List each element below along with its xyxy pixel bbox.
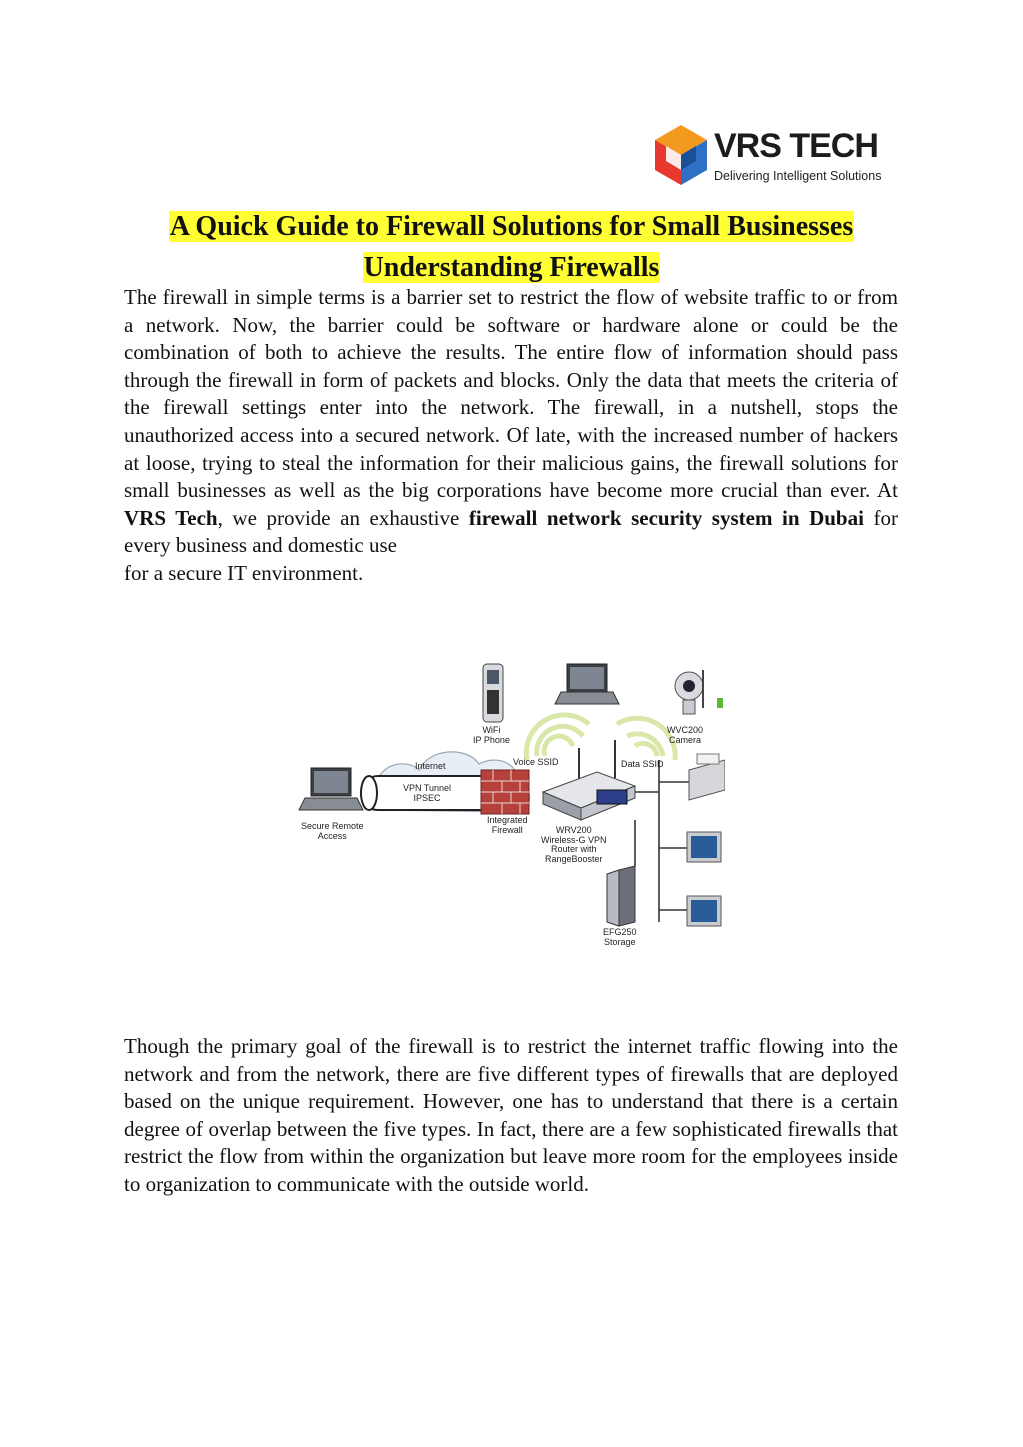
camera-icon [675,670,703,714]
page-title-text: A Quick Guide to Firewall Solutions for Small Businesses [169,211,854,242]
network-lines [635,760,689,922]
printer-icon [689,754,725,800]
logo-tagline: Delivering Intelligent Solutions [714,169,882,183]
page-title [0,210,1023,244]
intro-paragraph-body [124,284,898,560]
logo-brand-text: VRS TECH [714,127,878,165]
desktop-icon-2 [687,896,721,926]
intro-paragraph [124,284,898,588]
network-diagram-art [297,660,725,952]
intro-text-part1: The firewall in simple terms is a barrier set to restrict the flow of website traffic to or from a network. Now, the barrier could be software or hardware alone or could be the combination of both to achieve the results. The entire flow of information should pass through the firewall in form of packets and blocks. Only the data that meets the criteria of the firewall settings enter into the network. The firewall, in a nutshell, stops the unauthorized access into a secured network. Of late, with the increased number of hackers at loose, trying to steal the information for their malicious gains, the firewall solutions for small businesses as well as the big corporations have become more crucial than ever. At [124,285,898,503]
label-voice-ssid: Voice SSID [513,757,559,767]
cube-logo-icon [652,122,710,188]
desktop-icon [687,832,721,862]
vrs-tech-logo [652,122,892,190]
label-camera: WVC200 Camera [667,725,704,745]
label-vpn-tunnel: VPN Tunnel IPSEC [403,783,452,803]
firewall-types-paragraph: Though the primary goal of the firewall is to restrict the internet traffic flowing into the network and from the network, there are five different types of firewalls that are deployed based on the unique requirement. However, one has to understand that there is a certain degree of overlap between the five types. In fact, there are a few sophisticated firewalls that restrict the flow from within the organization but leave more room for the employees inside to organization to communicate with the outside world. [124,1034,898,1196]
brand-mention: VRS Tech [124,505,218,530]
remote-laptop-icon [299,768,363,810]
wifi-phone-icon [483,664,503,722]
label-storage: EFG250 Storage [603,927,637,947]
label-secure-remote: Secure Remote Access [301,821,364,841]
edge-mark-icon [717,698,723,708]
brick-firewall-icon [481,770,529,814]
intro-last-line: for a secure IT environment. [124,560,364,585]
label-router: WRV200 Wireless-G VPN Router with RangeBooster [541,825,607,864]
label-wifi-phone: WiFi IP Phone [473,725,510,745]
label-internet: Internet [415,761,446,771]
label-integrated-firewall: Integrated Firewall [487,815,528,835]
top-laptop-icon [555,664,619,704]
intro-text-part2: , we provide an exhaustive [217,505,469,530]
label-data-ssid: Data SSID [621,759,664,769]
intro-text-part3: for every business and domestic use [124,505,898,558]
wifi-signal-icon [526,715,675,760]
service-mention: firewall network security system in Dubai [468,505,864,530]
section-heading-text: Understanding Firewalls [363,252,660,283]
router-icon [543,740,635,820]
network-diagram [297,660,725,952]
section-heading [0,251,1023,285]
storage-icon [607,866,635,926]
